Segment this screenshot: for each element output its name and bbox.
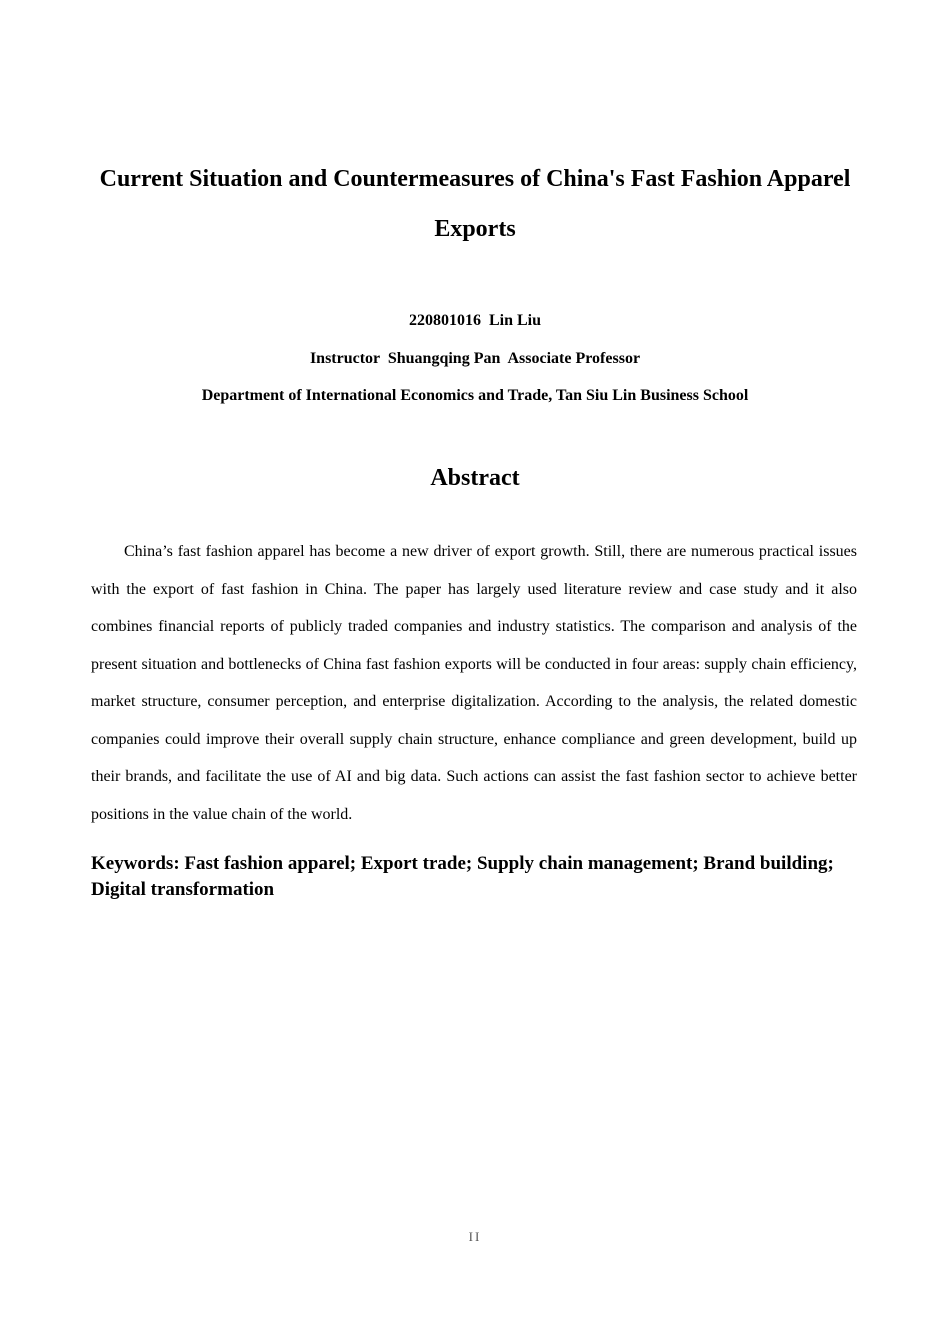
page-number: II [468,1229,482,1244]
instructor-line: Instructor Shuangqing Pan Associate Professor [309,350,641,367]
paper-title-line-1: Current Situation and Countermeasures of China's Fast Fashion Apparel [99,166,851,192]
author-line: 220801016 Lin Liu [408,312,542,329]
department-line: Department of International Economics and Trade, Tan Siu Lin Business School [201,387,749,404]
keywords: Keywords: Fast fashion apparel; Export trade; Supply chain management; Brand building; Digital transformation [91,853,834,900]
abstract-body: China’s fast fashion apparel has become a new driver of export growth. Still, there are numerous practical issues with the export of fast fashion in China. The paper has largely used literature review and case study and it also combines financial reports of publicly traded companies and industry statistics. The comparison and analysis of the present situation and bottlenecks of China fast fashion exports will be conducted in four areas: supply chain efficiency, market structure, consumer perception, and enterprise digitalization. According to the analysis, the related domestic companies could improve their overall supply chain structure, enhance compliance and green development, build up their brands, and facilitate the use of AI and big data. Such actions can assist the fast fashion sector to achieve better positions in the value chain of the world. [91,543,857,823]
abstract-heading: Abstract [430,465,520,491]
paper-title-line-2: Exports [434,216,516,242]
